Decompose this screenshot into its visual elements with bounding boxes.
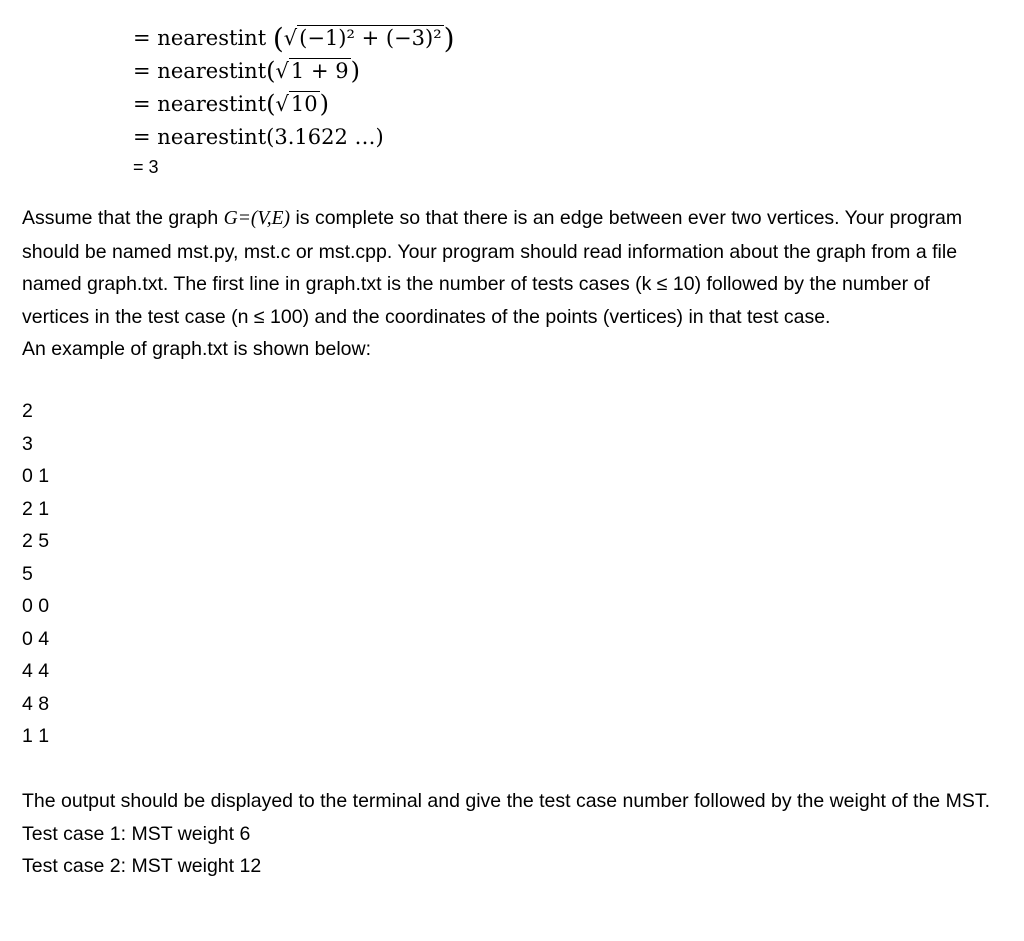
sqrt-expression: √10 (275, 92, 318, 116)
file-line: 2 5 (22, 530, 50, 552)
file-line: 3 (22, 432, 33, 455)
math-derivation (133, 22, 455, 180)
problem-description (22, 202, 1002, 366)
equals-sign: = (133, 26, 151, 50)
math-line-1: = nearestint (√(−1)² + (−3)²) (133, 22, 455, 55)
output-line-2: Test case 2: MST weight 12 (22, 855, 262, 877)
function-name: nearestint (157, 92, 267, 116)
paragraph-2: The output should be displayed to the terminal and give the test case number followed by the weight of the MST. (22, 790, 990, 812)
math-line-3: = nearestint(√10) (133, 88, 455, 121)
function-name: nearestint (157, 26, 267, 50)
file-line: 4 8 (22, 692, 50, 715)
equals-sign: = (133, 92, 151, 116)
file-line: 1 1 (22, 725, 50, 747)
equals-sign: = (133, 59, 151, 83)
output-description (22, 785, 1002, 883)
math-line-4: = nearestint(3.1622 …) (133, 125, 384, 149)
radicand: (−1)² + (−3)² (299, 26, 442, 50)
sqrt-expression: √1 + 9 (275, 59, 349, 83)
example-intro: An example of graph.txt is shown below: (22, 338, 372, 360)
radicand: 10 (290, 92, 318, 116)
file-line: 2 1 (22, 497, 50, 520)
math-line-2: = nearestint(√1 + 9) (133, 55, 455, 88)
output-line-1: Test case 1: MST weight 6 (22, 822, 251, 845)
sqrt-expression: √(−1)² + (−3)² (283, 26, 442, 50)
function-name: nearestint (157, 59, 267, 83)
radicand: 1 + 9 (290, 59, 349, 83)
math-line-5: = 3 (133, 157, 159, 177)
file-line: 4 4 (22, 660, 50, 682)
graph-variable: G=(V,E) (223, 208, 291, 229)
equals-sign: = (133, 125, 151, 149)
file-line: 0 4 (22, 627, 50, 650)
function-argument: 3.1622 … (274, 125, 376, 149)
graph-file-example (22, 395, 49, 753)
file-line: 5 (22, 562, 33, 585)
file-line: 0 1 (22, 465, 50, 487)
file-line: 0 0 (22, 595, 50, 617)
paragraph-1: Assume that the graph G=(V,E) is complete so that there is an edge between ever two vertices. Your program should be named mst.py, mst.c or mst.cpp. Your program should read information about the graph from a file named graph.txt. The first line in graph.txt is the number of tests cases (k ≤ 10) followed by the number of vertices in the test case (n ≤ 100) and the coordinates of the points (vertices) in that test case. (22, 207, 963, 328)
file-line: 2 (22, 400, 33, 422)
function-name: nearestint (157, 125, 267, 149)
